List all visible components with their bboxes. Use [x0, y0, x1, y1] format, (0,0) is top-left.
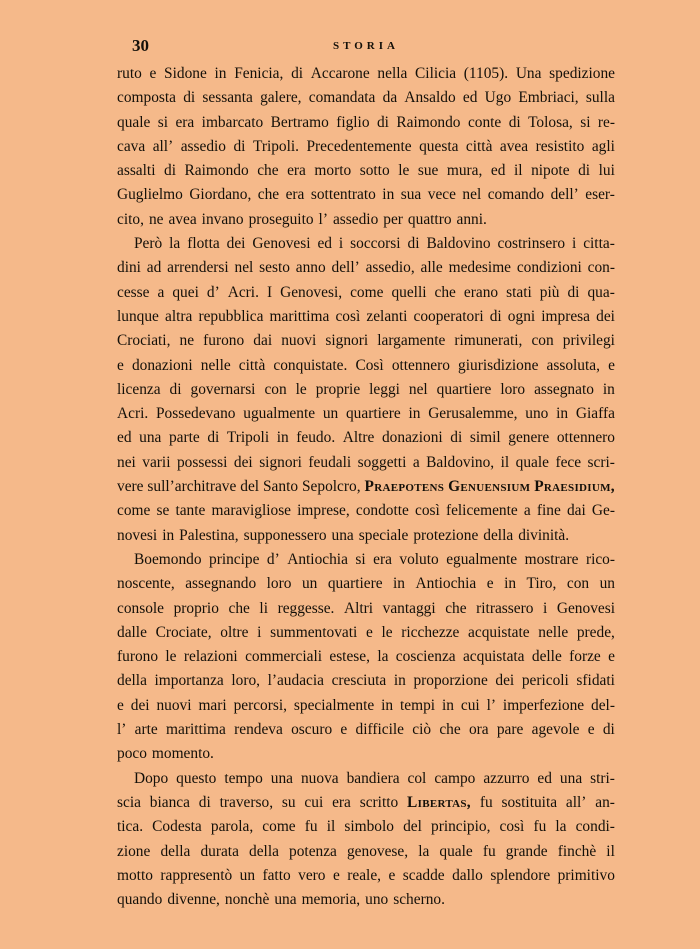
text-line: assalti di Raimondo che era morto sotto le sue mura, ed il nipote di lui — [117, 162, 615, 180]
text-line: novesi in Palestina, supponessero una speciale protezione della divinità. — [117, 526, 570, 544]
text-line: quando divenne, nonchè una memoria, uno scherno. — [117, 891, 445, 909]
text-line: scia bianca di traverso, su cui era scritto Libertas, fu sostituita all’ an- — [117, 793, 615, 811]
text-line: cesse a quei d’ Acri. I Genovesi, come quelli che erano stati più di qua- — [117, 283, 615, 301]
text-line: e donazioni nelle città conquistate. Così ottennero giurisdizione assoluta, e — [117, 356, 615, 374]
text-line: console proprio che li reggesse. Altri vantaggi che ritrassero i Genovesi — [117, 599, 615, 617]
text-line: dini ad arrendersi nel sesto anno dell’ assedio, alle medesime condizioni con- — [117, 259, 615, 277]
text-line: quale si era imbarcato Bertramo figlio di Raimondo conte di Tolosa, si re- — [117, 113, 615, 131]
text-line: furono le relazioni commerciali estese, la coscienza acquistata delle forze e — [117, 648, 615, 666]
text-line: zione della durata della potenza genovese, la quale fu grande finchè il — [117, 842, 615, 860]
text-line: cito, ne avea invano proseguito l’ assedio per quattro anni. — [117, 210, 487, 228]
text-line: Dopo questo tempo una nuova bandiera col campo azzurro ed una stri- — [134, 769, 615, 787]
text-line: dalle Crociate, oltre i summentovati e le ricchezze acquistate nelle prede, — [117, 623, 615, 641]
text-line: come se tante maravigliose imprese, condotte così felicemente a fine dai Ge- — [117, 502, 615, 520]
running-title: STORIA — [333, 40, 399, 52]
text-line: lunque altra repubblica marittima così zelanti cooperatori di ogni impresa dei — [117, 307, 615, 325]
body-text — [117, 62, 615, 912]
text-line: poco momento. — [117, 745, 214, 763]
text-line: Acri. Possedevano ugualmente un quartiere in Gerusalemme, uno in Giaffa — [117, 405, 615, 423]
text-line: tica. Codesta parola, come fu il simbolo del principio, così fu la condi- — [117, 818, 615, 836]
text-line: l’ arte marittima rendeva oscuro e difficile ciò che ora pare agevole e di — [117, 721, 615, 739]
text-line: Però la flotta dei Genovesi ed i soccorsi di Baldovino costrinsero i citta- — [134, 235, 615, 253]
text-line: Guglielmo Giordano, che era sottentrato in sua vece nel comando dell’ eser- — [117, 186, 615, 204]
text-line: noscente, assegnando loro un quartiere in Antiochia e in Tiro, con un — [117, 575, 615, 593]
text-line: ed una parte di Tripoli in feudo. Altre donazioni di simil genere ottennero — [117, 429, 615, 447]
text-line: composta di sessanta galere, comandata da Ansaldo ed Ugo Embriaci, sulla — [117, 89, 615, 107]
text-line: licenza di governarsi con le proprie leggi nel quartiere loro assegnato in — [117, 380, 615, 398]
page-header — [117, 36, 615, 60]
text-line: nei varii possessi dei signori feudali soggetti a Baldovino, il quale fece scri- — [117, 453, 615, 471]
text-line: Boemondo principe d’ Antiochia si era voluto egualmente mostrare rico- — [134, 550, 615, 568]
text-line: ruto e Sidone in Fenicia, di Accarone nella Cilicia (1105). Una spedizione — [117, 65, 615, 82]
text-line: e dei nuovi mari percorsi, specialmente in tempi in cui l’ imperfezione del- — [117, 696, 615, 714]
text-line: motto rappresentò un fatto vero e reale, e scadde dallo splendore primitivo — [117, 866, 615, 884]
text-line: vere sull’architrave del Santo Sepolcro, Praepotens Genuensium Praesidium, — [117, 478, 615, 496]
page-number: 30 — [132, 36, 149, 55]
text-line: cava all’ assedio di Tripoli. Precedentemente questa città avea resistito agli — [117, 137, 615, 155]
text-line: Crociati, ne furono dai nuovi signori largamente rimunerati, con privilegi — [117, 332, 615, 350]
text-line: della importanza loro, l’audacia cresciuta in proporzione dei pericoli sfidati — [117, 672, 615, 690]
